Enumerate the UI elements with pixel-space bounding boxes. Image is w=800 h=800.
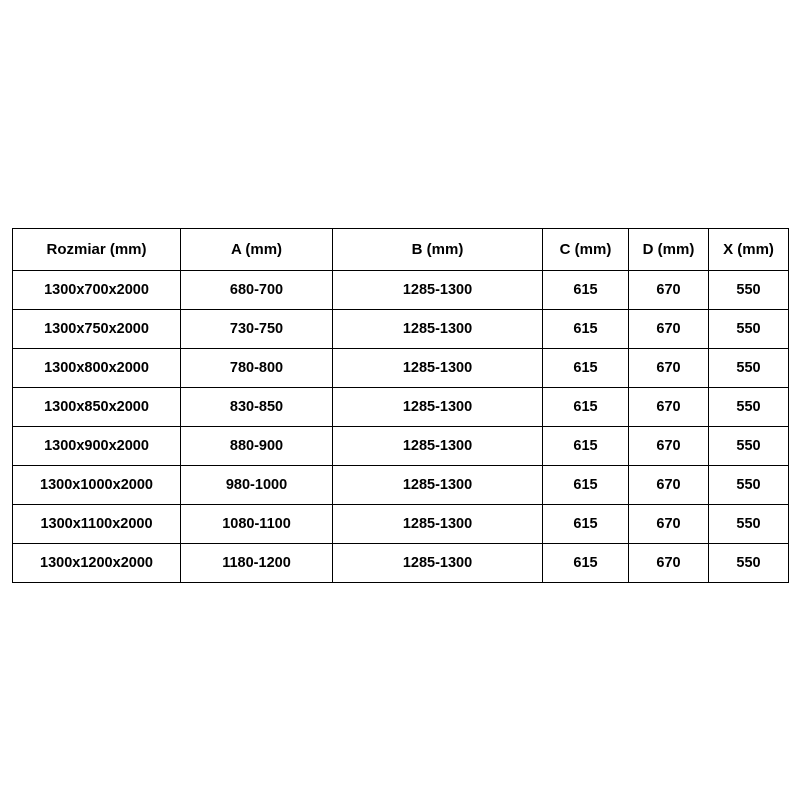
table-row — [13, 505, 789, 544]
cell-rozmiar: 1300x1100x2000 — [13, 505, 181, 544]
cell-b: 1285-1300 — [333, 427, 543, 466]
size-table-container — [12, 228, 788, 583]
cell-rozmiar: 1300x800x2000 — [13, 349, 181, 388]
cell-a: 730-750 — [181, 310, 333, 349]
table-header-row — [13, 229, 789, 271]
cell-x: 550 — [709, 388, 789, 427]
cell-d: 670 — [629, 466, 709, 505]
cell-a: 680-700 — [181, 271, 333, 310]
cell-c: 615 — [543, 544, 629, 583]
cell-c: 615 — [543, 349, 629, 388]
table-row — [13, 388, 789, 427]
cell-rozmiar: 1300x850x2000 — [13, 388, 181, 427]
cell-b: 1285-1300 — [333, 271, 543, 310]
cell-rozmiar: 1300x1000x2000 — [13, 466, 181, 505]
cell-x: 550 — [709, 544, 789, 583]
cell-x: 550 — [709, 310, 789, 349]
cell-a: 880-900 — [181, 427, 333, 466]
cell-b: 1285-1300 — [333, 349, 543, 388]
cell-a: 780-800 — [181, 349, 333, 388]
table-row — [13, 349, 789, 388]
cell-b: 1285-1300 — [333, 466, 543, 505]
column-header-rozmiar: Rozmiar (mm) — [13, 229, 181, 271]
cell-rozmiar: 1300x750x2000 — [13, 310, 181, 349]
cell-x: 550 — [709, 505, 789, 544]
cell-c: 615 — [543, 466, 629, 505]
table-row — [13, 466, 789, 505]
cell-d: 670 — [629, 427, 709, 466]
column-header-x: X (mm) — [709, 229, 789, 271]
cell-c: 615 — [543, 271, 629, 310]
cell-d: 670 — [629, 388, 709, 427]
cell-d: 670 — [629, 544, 709, 583]
cell-a: 830-850 — [181, 388, 333, 427]
cell-d: 670 — [629, 349, 709, 388]
cell-a: 980-1000 — [181, 466, 333, 505]
column-header-c: C (mm) — [543, 229, 629, 271]
cell-rozmiar: 1300x1200x2000 — [13, 544, 181, 583]
cell-b: 1285-1300 — [333, 388, 543, 427]
column-header-a: A (mm) — [181, 229, 333, 271]
cell-rozmiar: 1300x700x2000 — [13, 271, 181, 310]
table-row — [13, 544, 789, 583]
table-row — [13, 310, 789, 349]
cell-b: 1285-1300 — [333, 505, 543, 544]
cell-b: 1285-1300 — [333, 310, 543, 349]
cell-c: 615 — [543, 388, 629, 427]
cell-c: 615 — [543, 427, 629, 466]
column-header-d: D (mm) — [629, 229, 709, 271]
cell-b: 1285-1300 — [333, 544, 543, 583]
cell-c: 615 — [543, 505, 629, 544]
column-header-b: B (mm) — [333, 229, 543, 271]
table-row — [13, 271, 789, 310]
size-table — [12, 228, 789, 583]
cell-x: 550 — [709, 349, 789, 388]
cell-x: 550 — [709, 271, 789, 310]
cell-rozmiar: 1300x900x2000 — [13, 427, 181, 466]
cell-x: 550 — [709, 427, 789, 466]
cell-d: 670 — [629, 505, 709, 544]
cell-d: 670 — [629, 310, 709, 349]
cell-d: 670 — [629, 271, 709, 310]
cell-a: 1080-1100 — [181, 505, 333, 544]
cell-c: 615 — [543, 310, 629, 349]
table-row — [13, 427, 789, 466]
cell-a: 1180-1200 — [181, 544, 333, 583]
cell-x: 550 — [709, 466, 789, 505]
